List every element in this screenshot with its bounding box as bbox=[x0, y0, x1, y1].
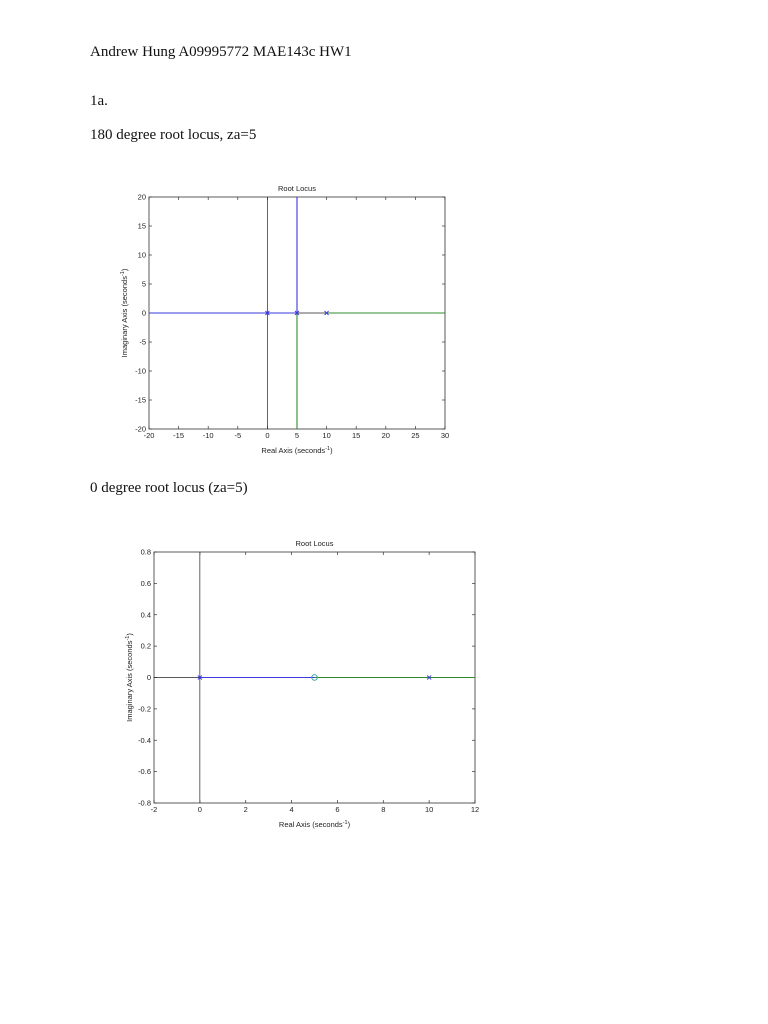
y-tick-label: -15 bbox=[135, 395, 146, 405]
y-tick-label: -0.4 bbox=[138, 735, 151, 745]
y-axis-label: Imaginary Axis (seconds$^{-1}$) bbox=[125, 633, 134, 722]
document-header: Andrew Hung A09995772 MAE143c HW1 bbox=[90, 44, 352, 60]
y-tick-label: -5 bbox=[139, 337, 146, 347]
y-tick-label: 0 bbox=[141, 308, 146, 318]
x-tick-label: 0 bbox=[197, 805, 202, 814]
y-tick-label: -0.8 bbox=[138, 798, 151, 808]
x-tick-label: 4 bbox=[289, 805, 294, 814]
y-tick-label: 20 bbox=[137, 192, 146, 202]
y-tick-label: -0.6 bbox=[138, 767, 151, 777]
y-tick-label: 0 bbox=[146, 673, 151, 682]
x-tick-label: 10 bbox=[424, 805, 434, 814]
x-axis-label: Real Axis (seconds$^{-1}$) bbox=[261, 446, 333, 455]
x-tick-label: 30 bbox=[440, 431, 450, 440]
locus-branch-2 bbox=[267, 197, 297, 313]
section-label: 1a. bbox=[90, 93, 108, 109]
x-tick-label: -20 bbox=[143, 431, 155, 440]
y-tick-label: -0.2 bbox=[138, 704, 151, 714]
y-tick-label: 0.4 bbox=[140, 610, 151, 620]
chart-title: Root Locus bbox=[295, 539, 334, 548]
y-tick-label: 5 bbox=[141, 279, 146, 289]
y-tick-label: 0.8 bbox=[140, 547, 151, 557]
x-axis-label: Real Axis (seconds$^{-1}$) bbox=[278, 820, 351, 829]
x-tick-label: 10 bbox=[322, 431, 331, 440]
chart-2 bbox=[125, 539, 479, 829]
chart-title: Root Locus bbox=[278, 184, 316, 193]
y-tick-label: -20 bbox=[135, 424, 146, 434]
x-tick-label: 5 bbox=[294, 431, 300, 440]
y-tick-label: 0.2 bbox=[140, 641, 151, 651]
x-tick-label: -2 bbox=[150, 805, 158, 814]
x-tick-label: 25 bbox=[411, 431, 420, 440]
x-tick-label: 12 bbox=[470, 805, 480, 814]
x-tick-label: -10 bbox=[202, 431, 214, 440]
x-tick-label: 8 bbox=[381, 805, 386, 814]
x-tick-label: 6 bbox=[335, 805, 340, 814]
x-tick-label: 2 bbox=[243, 805, 248, 814]
caption-180-degree: 180 degree root locus, za=5 bbox=[90, 127, 257, 143]
y-axis-label: Imaginary Axis (seconds$^{-1}$) bbox=[120, 268, 129, 358]
caption-0-degree: 0 degree root locus (za=5) bbox=[90, 480, 248, 496]
x-tick-label: -5 bbox=[234, 431, 242, 440]
y-tick-label: 0.6 bbox=[140, 578, 151, 588]
x-tick-label: 0 bbox=[265, 431, 270, 440]
y-tick-label: 10 bbox=[137, 250, 146, 260]
y-tick-label: -10 bbox=[135, 366, 146, 376]
chart-1 bbox=[120, 184, 449, 455]
x-tick-label: 15 bbox=[352, 431, 361, 440]
x-tick-label: -15 bbox=[173, 431, 185, 440]
x-tick-label: 20 bbox=[381, 431, 390, 440]
y-tick-label: 15 bbox=[137, 221, 146, 231]
